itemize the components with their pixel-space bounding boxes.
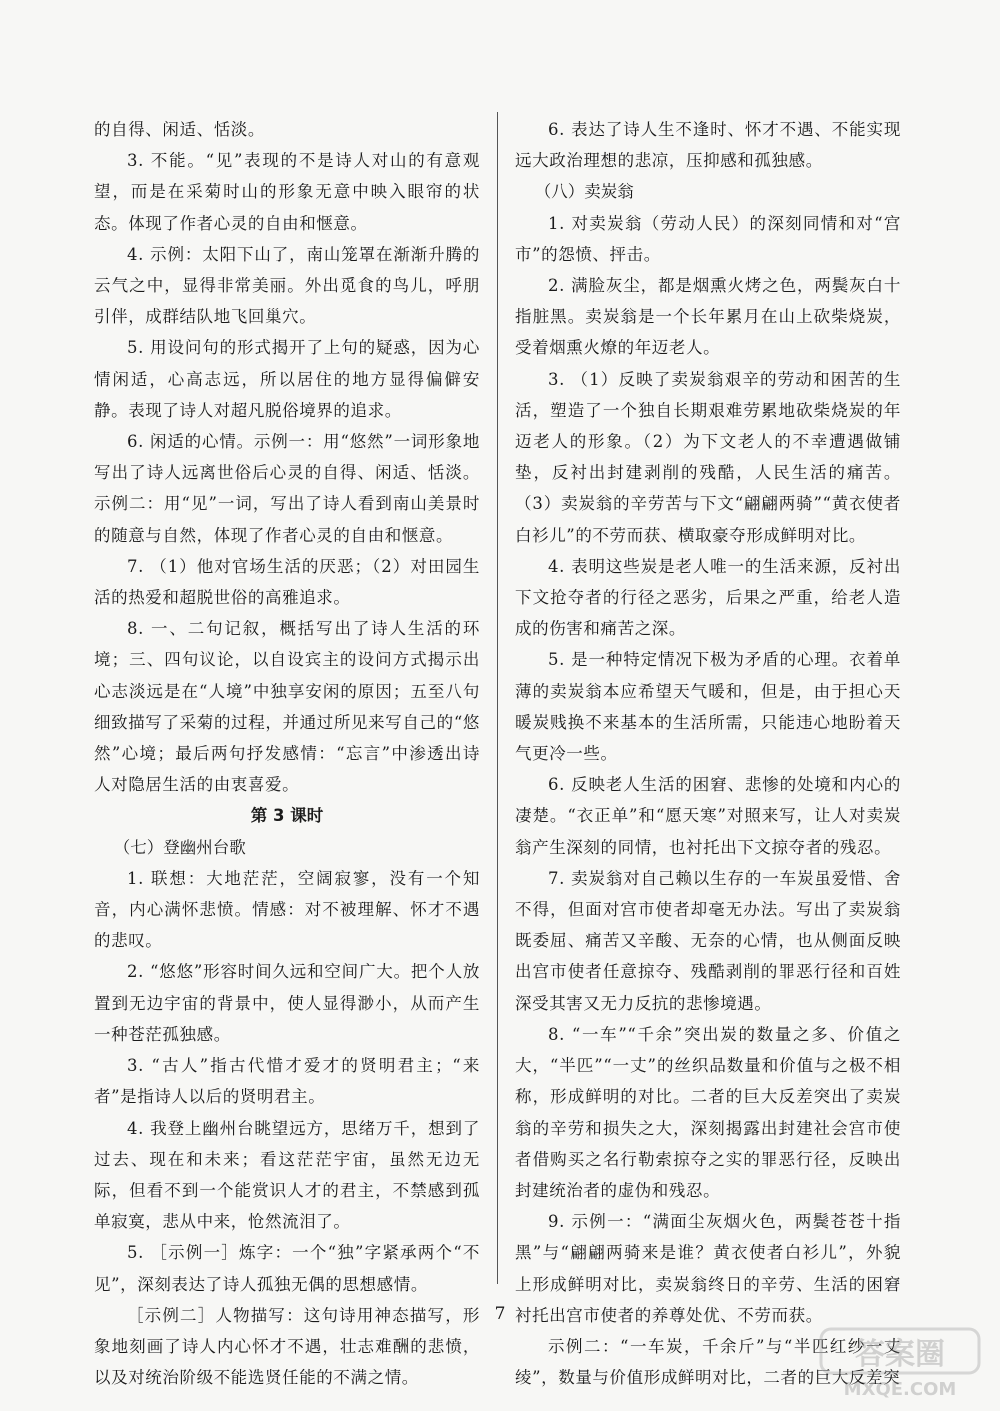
right-answers-section-eight xyxy=(515,208,901,1394)
section-eight-title: （八）卖炭翁 xyxy=(534,182,634,202)
page-number: 7 xyxy=(494,1304,506,1324)
lesson-heading: 第 3 课时 xyxy=(250,806,324,826)
answer-paragraph: 7. （1）他对官场生活的厌恶；（2）对田园生活的热爱和超脱世俗的高雅追求。 xyxy=(94,556,480,608)
answer-paragraph: 1. 联想：大地茫茫，空阔寂寥，没有一个知音，内心满怀悲愤。情感：对不被理解、怀才不遇的悲叹。 xyxy=(94,868,480,951)
column-divider xyxy=(497,112,498,1284)
answer-paragraph: 2. “悠悠”形容时间久远和空间广大。把个人放置到无边宇宙的背景中，使人显得渺小，从而产生一种苍茫孤独感。 xyxy=(94,962,480,1044)
answer-paragraph: 1. 对卖炭翁（劳动人民）的深刻同情和对“宫市”的怨愤、抨击。 xyxy=(515,213,901,264)
answer-paragraph: 4. 我登上幽州台眺望远方，思绪万千，想到了过去、现在和未来；看这茫茫宇宙，虽然无边无际，但看不到一个能赏识人才的君主，不禁感到孤单寂寞，悲从中来，怆然流泪了。 xyxy=(94,1118,480,1232)
answer-paragraph: 6. 反映老人生活的困窘、悲惨的处境和内心的凄楚。“衣正单”和“愿天寒”对照来写，让人对卖炭翁产生深刻的同情，也衬托出下文掠夺者的残忍。 xyxy=(515,775,901,857)
answer-paragraph: 7. 卖炭翁对自己赖以生存的一车炭虽爱惜、舍不得，但面对宫市使者却毫无办法。写出了卖炭翁既委屈、痛苦又辛酸、无奈的心情，也从侧面反映出宫市使者任意掠夺、残酷剥削的罪恶行径和百姓深受其害又无力反抗的悲惨境遇。 xyxy=(515,868,901,1013)
watermark-site-text: MXQE.COM xyxy=(843,1379,957,1400)
answer-paragraph: 4. 示例：太阳下山了，南山笼罩在渐渐升腾的云气之中，显得非常美丽。外出觅食的鸟儿，呼朋引伴，成群结队地飞回巢穴。 xyxy=(94,244,480,327)
answer-paragraph: 2. 满脸灰尘，都是烟熏火烤之色，两鬓灰白十指脏黑。卖炭翁是一个长年累月在山上砍柴烧炭，受着烟熏火燎的年迈老人。 xyxy=(515,276,901,358)
answer-paragraph: 3. （1）反映了卖炭翁艰辛的劳动和困苦的生活，塑造了一个独自长期艰难劳累地砍柴烧炭的年迈老人的形象。（2）为下文老人的不幸遭遇做铺垫，反衬出封建剥削的残酷，人民生活的痛苦。（3）卖炭翁的辛劳苦与下文“翩翩两骑”“黄衣使者白衫儿”的不劳而获、横取豪夺形成鲜明对比。 xyxy=(515,369,901,545)
right-answers-section-seven xyxy=(515,114,901,176)
right-column xyxy=(515,114,901,1393)
answer-paragraph: 3. 不能。“见”表现的不是诗人对山的有意观望，而是在采菊时山的形象无意中映入眼帘的状态。体现了作者心灵的自由和惬意。 xyxy=(94,151,480,233)
left-column xyxy=(94,114,480,1393)
left-answers-section-six xyxy=(94,114,480,800)
answer-paragraph: 6. 闲适的心情。示例一：用“悠然”一词形象地写出了诗人远离世俗后心灵的自得、闲适、恬淡。示例二：用“见”一词，写出了诗人看到南山美景时的随意与自然，体现了作者心灵的自由和惬意。 xyxy=(94,432,480,545)
answer-paragraph: 8. 一、二句记叙，概括写出了诗人生活的环境；三、四句议论，以自设宾主的设问方式揭示出心志淡远是在“人境”中独享安闲的原因；五至八句细致描写了采菊的过程，并通过所见来写自己的“悠然”心境；最后两句抒发感情：“忘言”中渗透出诗人对隐居生活的由衷喜爱。 xyxy=(94,619,480,795)
answer-paragraph: 的自得、闲适、恬淡。 xyxy=(94,120,265,139)
answer-paragraph: 5. ［示例一］炼字：一个“独”字紧承两个“不见”，深刻表达了诗人孤独无偶的思想感情。 xyxy=(94,1243,480,1294)
section-seven-title: （七）登幽州台歌 xyxy=(113,837,246,857)
answer-paragraph: 5. 用设问句的形式揭开了上句的疑惑，因为心情闲适，心高志远，所以居住的地方显得偏僻安静。表现了诗人对超凡脱俗境界的追求。 xyxy=(94,338,480,420)
answer-paragraph: 8. “一车”“千余”突出炭的数量之多、价值之大，“半匹”“一丈”的丝织品数量和价值与之极不相称，形成鲜明的对比。二者的巨大反差突出了卖炭翁的辛劳和损失之大，深刻揭露出封建社会宫市使者借购买之名行勒索掠夺之实的罪恶行径，反映出封建统治者的虚伪和残忍。 xyxy=(515,1024,901,1200)
watermark-logo-text: 答案圈 xyxy=(855,1337,945,1372)
watermark-logo xyxy=(815,1321,990,1401)
answer-paragraph: 示例二：“一车炭，千余斤”与“半匹红纱一丈绫”，数量与价值形成鲜明对比，二者的巨大反差突 xyxy=(515,1336,901,1388)
answer-paragraph: 4. 表明这些炭是老人唯一的生活来源，反衬出下文抢夺者的行径之恶劣，后果之严重，给老人造成的伤害和痛苦之深。 xyxy=(515,556,901,639)
answer-paragraph: 3. “古人”指古代惜才爱才的贤明君主；“来者”是指诗人以后的贤明君主。 xyxy=(94,1056,480,1107)
answer-paragraph: ［示例二］人物描写：这句诗用神态描写，形象地刻画了诗人内心怀才不遇，壮志难酬的悲愤，以及对统治阶级不能选贤任能的不满之情。 xyxy=(94,1305,480,1388)
answer-paragraph: 9. 示例一：“满面尘灰烟火色，两鬓苍苍十指黑”与“翩翩两骑来是谁？黄衣使者白衫儿”，外貌上形成鲜明对比，卖炭翁终日的辛劳、生活的困窘衬托出宫市使者的养尊处优、不劳而获。 xyxy=(515,1212,901,1325)
answer-paragraph: 5. 是一种特定情况下极为矛盾的心理。衣着单薄的卖炭翁本应希望天气暖和，但是，由于担心天暖炭贱换不来基本的生活所需，只能违心地盼着天气更冷一些。 xyxy=(515,650,901,764)
answer-paragraph: 6. 表达了诗人生不逢时、怀才不遇、不能实现远大政治理想的悲凉，压抑感和孤独感。 xyxy=(515,120,901,171)
